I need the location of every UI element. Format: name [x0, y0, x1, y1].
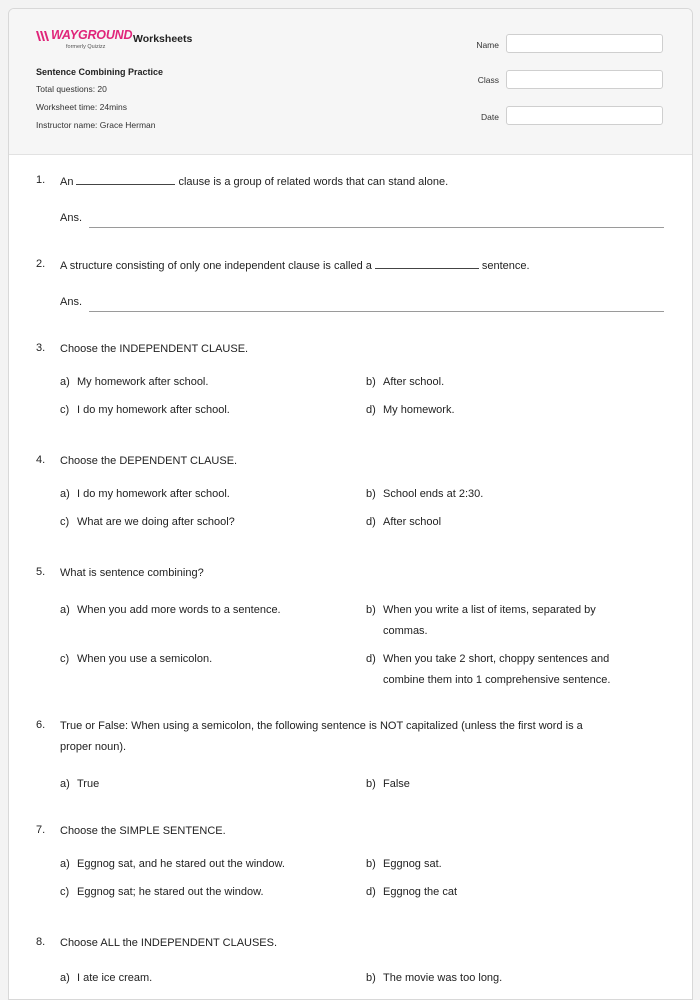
option-letter: b) — [366, 778, 376, 790]
wayground-logo — [36, 27, 133, 53]
date-field[interactable] — [506, 106, 663, 125]
option-letter: b) — [366, 376, 376, 388]
option-text: Eggnog sat, and he stared out the window. — [77, 858, 285, 870]
option-text-line-2: combine them into 1 comprehensive sentence. — [383, 674, 611, 686]
class-label: Class — [477, 75, 499, 85]
question-text-line-2: proper noun). — [60, 741, 127, 753]
option-text: When you add more words to a sentence. — [77, 604, 281, 616]
answer-line[interactable] — [89, 311, 664, 312]
question-text: Choose the DEPENDENT CLAUSE. — [60, 455, 238, 467]
option-letter: d) — [366, 653, 376, 665]
option-text: After school. — [383, 376, 445, 388]
option-letter: b) — [366, 604, 376, 616]
question-number: 8. — [36, 936, 46, 948]
question-text — [60, 174, 660, 189]
option-text: School ends at 2:30. — [383, 488, 484, 500]
question-text: Choose the SIMPLE SENTENCE. — [60, 825, 226, 837]
answer-label: Ans. — [60, 296, 83, 308]
answer-label: Ans. — [60, 212, 83, 224]
question-text: Choose the INDEPENDENT CLAUSE. — [60, 343, 249, 355]
option-letter: c) — [60, 653, 70, 665]
question-text: Choose ALL the INDEPENDENT CLAUSES. — [60, 937, 278, 949]
option-letter: b) — [366, 858, 376, 870]
option-letter: c) — [60, 886, 70, 898]
option-text: False — [383, 778, 410, 790]
option-letter: a) — [60, 972, 70, 984]
option-text: I do my homework after school. — [77, 404, 230, 416]
fill-blank — [375, 258, 479, 269]
option-letter: d) — [366, 886, 376, 898]
option-letter: a) — [60, 778, 70, 790]
option-text-line-2: commas. — [383, 625, 428, 637]
option-letter: a) — [60, 488, 70, 500]
option-letter: c) — [60, 404, 70, 416]
worksheet-header — [9, 9, 692, 155]
question-number: 5. — [36, 566, 46, 578]
date-label: Date — [481, 112, 499, 122]
option-text-line-1: When you take 2 short, choppy sentences and — [383, 653, 610, 665]
name-field[interactable] — [506, 34, 663, 53]
class-field[interactable] — [506, 70, 663, 89]
option-text: Eggnog sat. — [383, 858, 442, 870]
question-number: 1. — [36, 174, 46, 186]
wayground-mark-icon — [36, 30, 50, 42]
total-questions: Total questions: 20 — [36, 84, 107, 94]
question-text — [60, 258, 660, 273]
option-text: My homework after school. — [77, 376, 209, 388]
option-letter: b) — [366, 488, 376, 500]
section-label: Worksheets — [133, 33, 193, 45]
instructor-name: Instructor name: Grace Herman — [36, 120, 156, 130]
option-text: When you use a semicolon. — [77, 653, 213, 665]
option-text: True — [77, 778, 100, 790]
question-text-end: clause is a group of related words that can stand alone. — [178, 176, 449, 188]
worksheet-time: Worksheet time: 24mins — [36, 102, 128, 112]
option-text: I do my homework after school. — [77, 488, 230, 500]
option-text: Eggnog the cat — [383, 886, 458, 898]
option-text-line-1: When you write a list of items, separated by — [383, 604, 596, 616]
option-text: What are we doing after school? — [77, 516, 235, 528]
name-label: Name — [476, 40, 499, 50]
question-number: 7. — [36, 824, 46, 836]
worksheet-title: Sentence Combining Practice — [36, 67, 164, 77]
option-text: Eggnog sat; he stared out the window. — [77, 886, 264, 898]
question-number: 4. — [36, 454, 46, 466]
option-letter: c) — [60, 516, 70, 528]
option-letter: a) — [60, 376, 70, 388]
fill-blank — [76, 174, 175, 185]
option-text: After school — [383, 516, 442, 528]
option-text: My homework. — [383, 404, 455, 416]
logo-subtext: formerly Quizizz — [66, 44, 106, 50]
question-text-start: A structure consisting of only one independent clause is called a — [60, 260, 372, 272]
option-letter: d) — [366, 404, 376, 416]
option-letter: d) — [366, 516, 376, 528]
option-letter: b) — [366, 972, 376, 984]
option-letter: a) — [60, 858, 70, 870]
option-text: I ate ice cream. — [77, 972, 153, 984]
option-text: The movie was too long. — [383, 972, 503, 984]
question-number: 3. — [36, 342, 46, 354]
answer-line[interactable] — [89, 227, 664, 228]
option-letter: a) — [60, 604, 70, 616]
question-text-end: sentence. — [481, 260, 530, 272]
question-text-start: An — [60, 176, 74, 188]
question-number: 6. — [36, 719, 46, 731]
logo-wordmark: WAYGROUND — [51, 28, 133, 42]
worksheet-page — [8, 8, 693, 1000]
question-number: 2. — [36, 258, 46, 270]
question-text-line-1: True or False: When using a semicolon, the following sentence is NOT capitalized (unless the first word is a — [60, 720, 583, 732]
question-text: What is sentence combining? — [60, 567, 204, 579]
